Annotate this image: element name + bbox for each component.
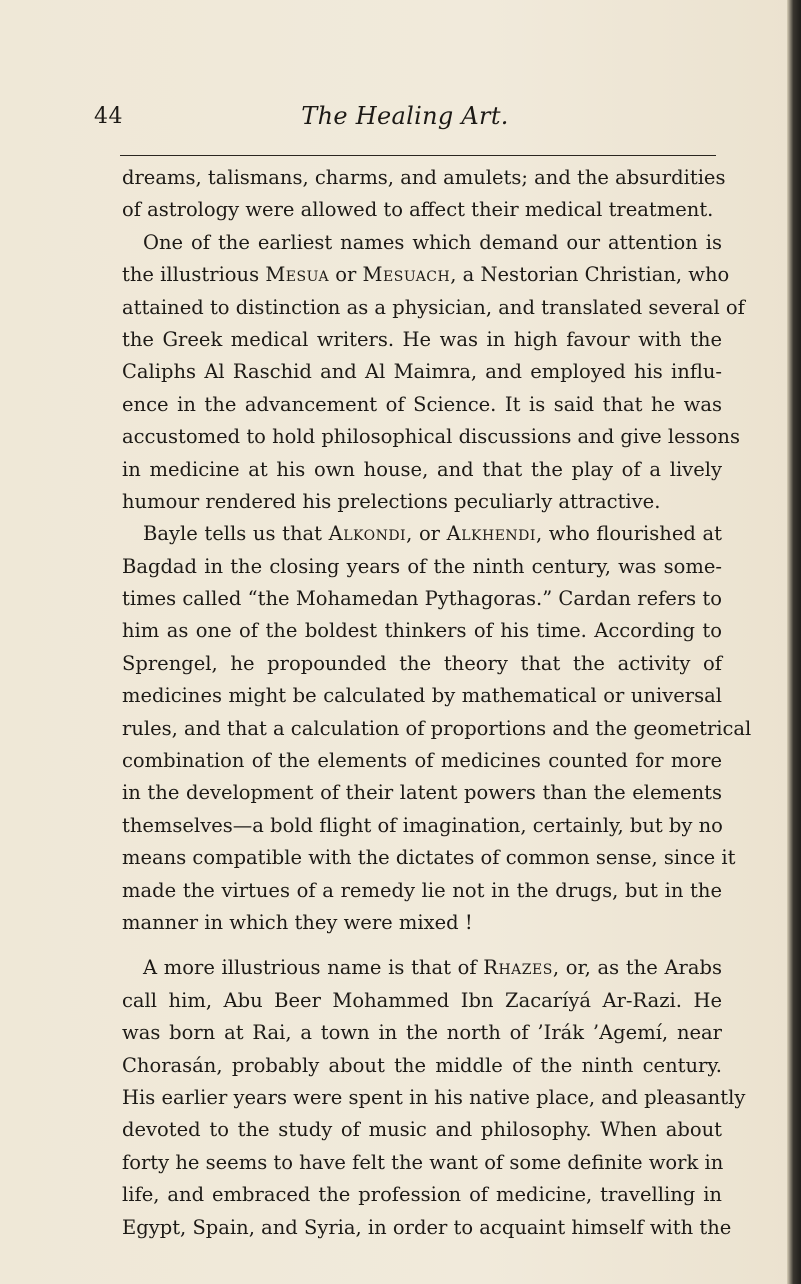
- text-line: life, and embraced the profession of medicine, travelling in: [122, 1183, 722, 1207]
- text-line: him as one of the boldest thinkers of his time. According to: [122, 619, 722, 643]
- text-line: forty he seems to have felt the want of some definite work in: [122, 1150, 724, 1174]
- text-line: humour rendered his prelections peculiarly attractive.: [122, 489, 661, 513]
- text-line: the illustrious Mesua or Mesuach, a Nestorian Christian, who: [122, 263, 730, 287]
- text-line: Bagdad in the closing years of the ninth century, was some-: [122, 554, 722, 578]
- text-line: Bayle tells us that Alkondi, or Alkhendi, who flourished at: [143, 522, 722, 546]
- body-text: [122, 162, 752, 1244]
- text-line: means compatible with the dictates of common sense, since it: [122, 846, 736, 870]
- text-line: the Greek medical writers. He was in high favour with the: [122, 327, 722, 351]
- text-line: A more illustrious name is that of Rhazes, or, as the Arabs: [143, 956, 722, 980]
- text-line: times called “the Mohamedan Pythagoras.” Cardan refers to: [122, 587, 722, 611]
- text-line: Egypt, Spain, and Syria, in order to acquaint himself with the: [122, 1215, 732, 1239]
- text-line: One of the earliest names which demand our attention is: [143, 230, 722, 254]
- text-line: dreams, talismans, charms, and amulets; and the absurdities: [122, 166, 726, 189]
- text-line: made the virtues of a remedy lie not in the drugs, but in the: [122, 878, 722, 902]
- text-line: Caliphs Al Raschid and Al Maimra, and employed his influ-: [122, 360, 722, 384]
- text-line: Chorasán, probably about the middle of the ninth century.: [122, 1053, 722, 1077]
- small-caps-name: Mesuach: [362, 263, 451, 287]
- text-line: combination of the elements of medicines counted for more: [122, 749, 722, 773]
- header-rule: [120, 155, 716, 156]
- small-caps-name: Rhazes: [483, 956, 553, 980]
- text-line: attained to distinction as a physician, and translated several of: [122, 295, 745, 319]
- page-number: 44: [94, 104, 123, 129]
- text-line: call him, Abu Beer Mohammed Ibn Zacaríyá Ar-Razi. He: [122, 988, 722, 1012]
- text-line: rules, and that a calculation of proportions and the geometrical: [122, 716, 752, 740]
- text-line: accustomed to hold philosophical discussions and give lessons: [122, 425, 740, 449]
- text-line: medicines might be calculated by mathematical or universal: [122, 684, 722, 708]
- small-caps-name: Alkhendi: [446, 522, 536, 546]
- page-edge-shadow: [787, 0, 801, 1284]
- text-line: in medicine at his own house, and that the play of a lively: [122, 457, 722, 481]
- text-line: was born at Rai, a town in the north of ’Irák ’Agemí, near: [122, 1021, 722, 1045]
- paragraph-gap: [122, 939, 722, 952]
- text-line: themselves—a bold flight of imagination, certainly, but by no: [122, 813, 723, 837]
- text-line: manner in which they were mixed !: [122, 910, 473, 934]
- small-caps-name: Mesua: [265, 263, 330, 287]
- text-line: devoted to the study of music and philosophy. When about: [122, 1118, 722, 1142]
- text-line: His earlier years were spent in his native place, and pleasantly: [122, 1085, 746, 1109]
- text-line: Sprengel, he propounded the theory that the activity of: [122, 651, 722, 675]
- page-header: [94, 104, 716, 134]
- text-line: ence in the advancement of Science. It is said that he was: [122, 392, 722, 416]
- small-caps-name: Alkondi: [328, 522, 407, 546]
- running-title: The Healing Art.: [301, 102, 509, 130]
- text-line: in the development of their latent powers than the elements: [122, 781, 722, 805]
- text-line: of astrology were allowed to affect their medical treatment.: [122, 198, 714, 222]
